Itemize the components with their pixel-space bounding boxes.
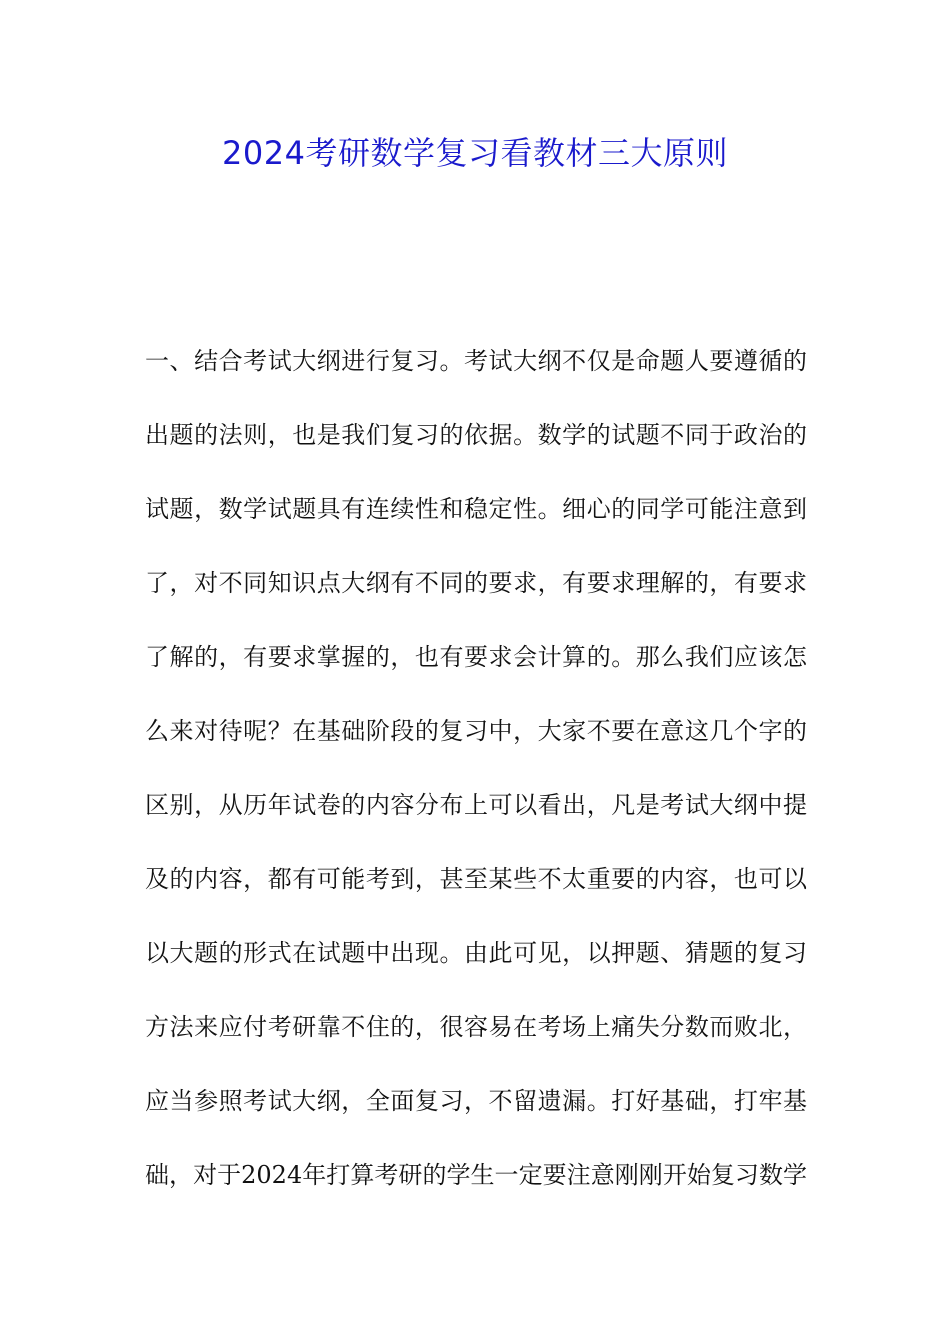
paragraph-line: 出题的法则，也是我们复习的依据。数学的试题不同于政治的 xyxy=(145,421,807,449)
paragraph-line: 一、结合考试大纲进行复习。考试大纲不仅是命题人要遵循的 xyxy=(145,347,807,375)
paragraph-line: 础，对于2024年打算考研的学生一定要注意刚刚开始复习数学 xyxy=(145,1161,807,1189)
paragraph-line: 及的内容，都有可能考到，甚至某些不太重要的内容，也可以 xyxy=(145,865,807,893)
paragraph-line: 了，对不同知识点大纲有不同的要求，有要求理解的，有要求 xyxy=(145,569,807,597)
document-body xyxy=(145,338,807,1226)
paragraph-line: 应当参照考试大纲，全面复习，不留遗漏。打好基础，打牢基 xyxy=(145,1087,807,1115)
paragraph-line: 方法来应付考研靠不住的，很容易在考场上痛失分数而败北， xyxy=(145,1013,807,1041)
paragraph-line: 试题，数学试题具有连续性和稳定性。细心的同学可能注意到 xyxy=(145,495,807,523)
paragraph-line: 区别，从历年试卷的内容分布上可以看出，凡是考试大纲中提 xyxy=(145,791,807,819)
paragraph-line: 了解的，有要求掌握的，也有要求会计算的。那么我们应该怎 xyxy=(145,643,807,671)
paragraph-line: 么来对待呢？在基础阶段的复习中，大家不要在意这几个字的 xyxy=(145,717,807,745)
document-title: 2024考研数学复习看教材三大原则 xyxy=(222,134,728,172)
paragraph-line: 以大题的形式在试题中出现。由此可见，以押题、猜题的复习 xyxy=(145,939,807,967)
